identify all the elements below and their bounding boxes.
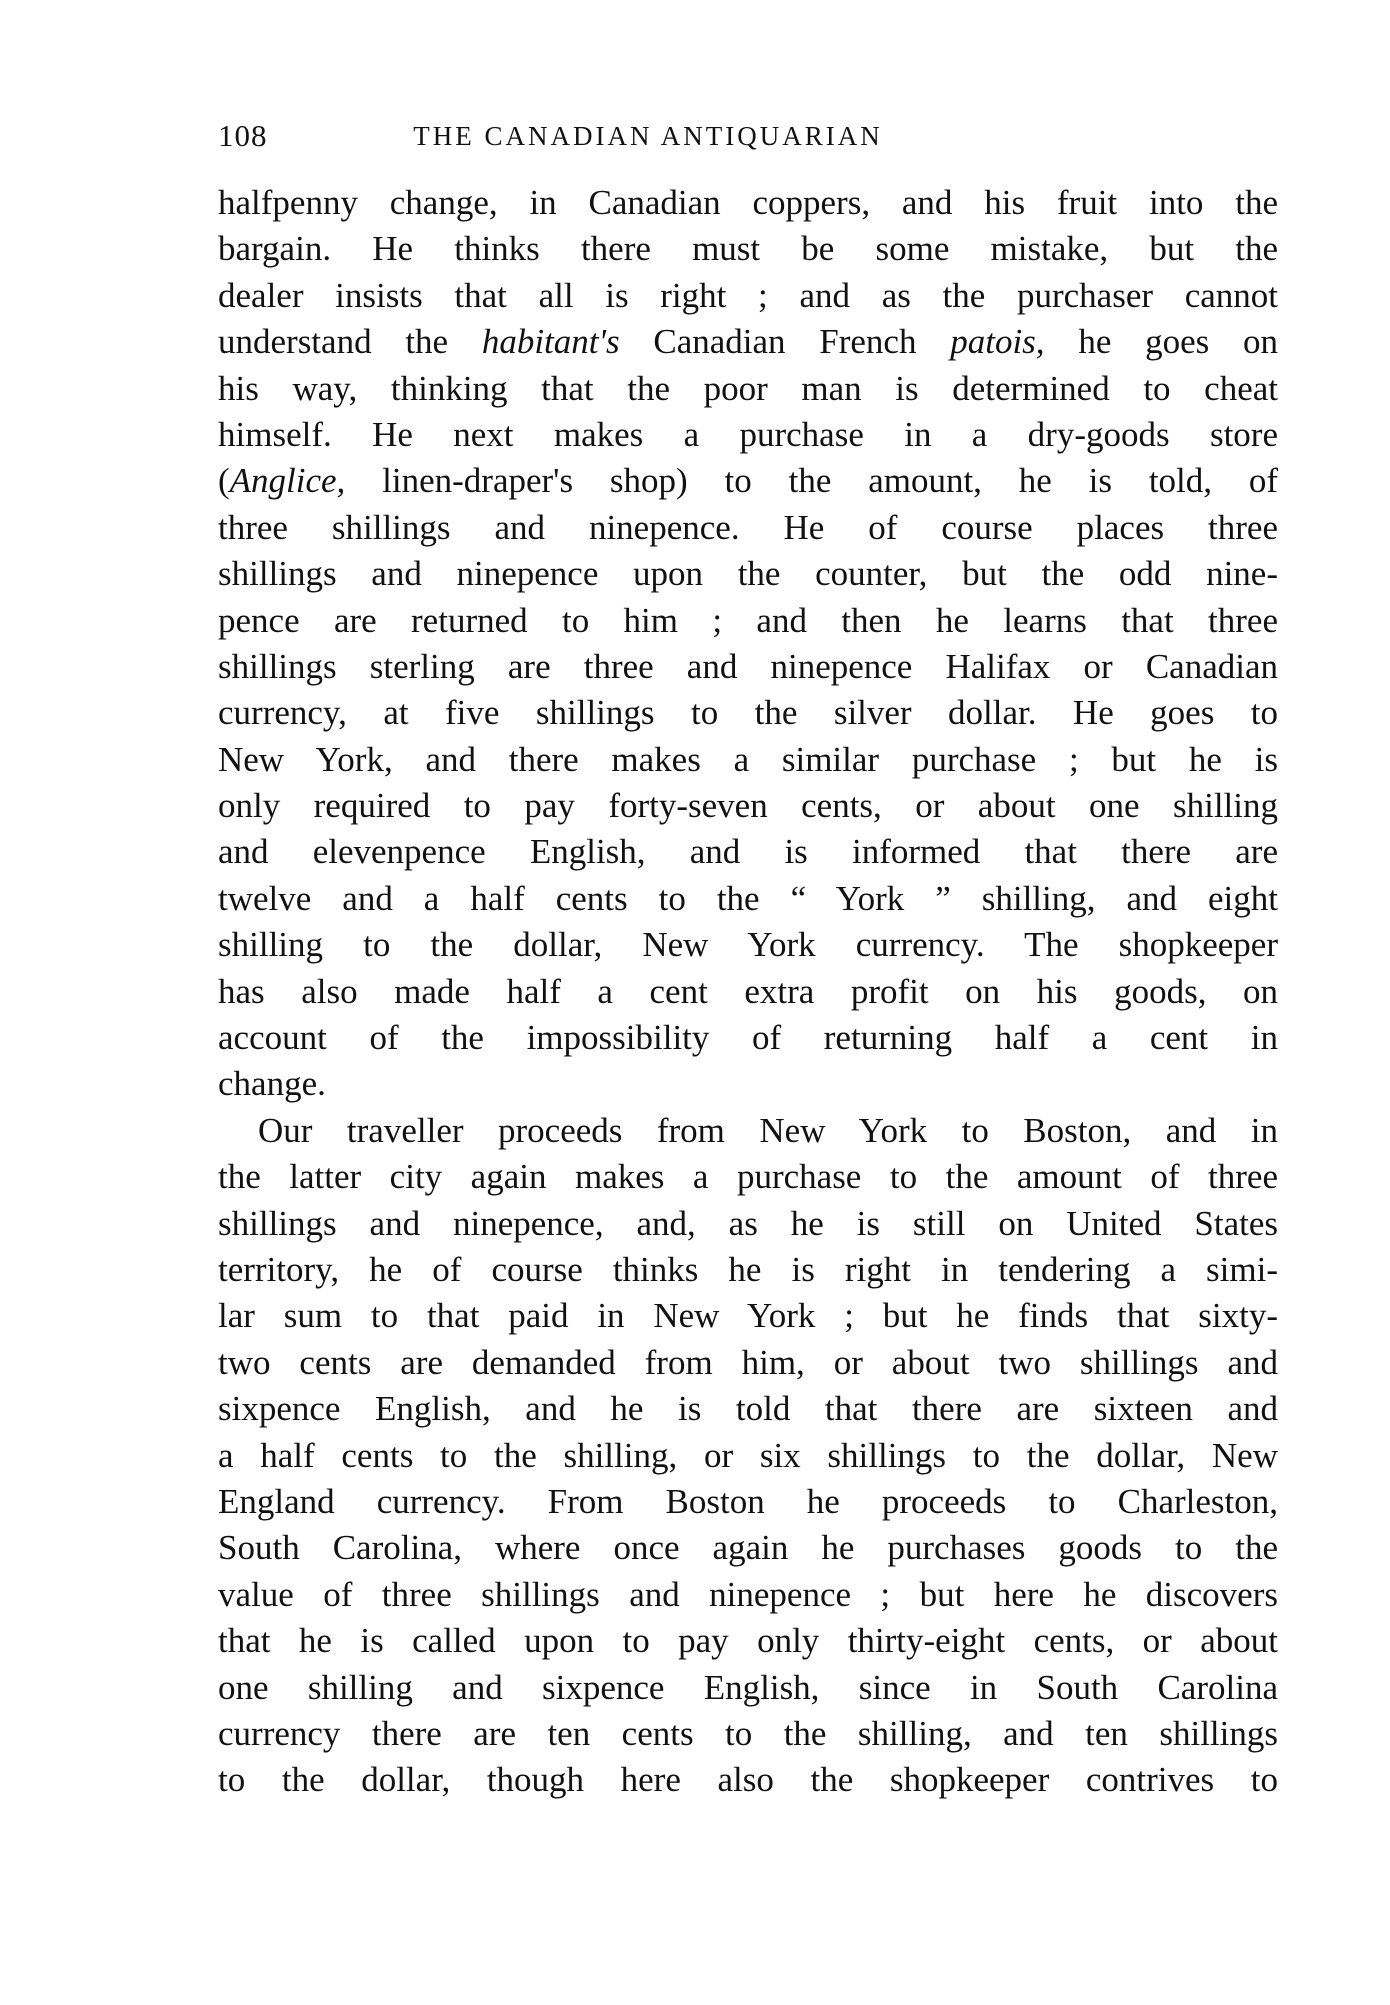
text-line: only required to pay forty-seven cents, or about one shilling bbox=[218, 786, 1278, 826]
page-number: 108 bbox=[218, 118, 268, 153]
italic-term-patois: patois, bbox=[950, 322, 1045, 362]
text-line: Our traveller proceeds from New York to Boston, and in bbox=[258, 1110, 1278, 1150]
text-line bbox=[218, 319, 1278, 365]
text-line: pence are returned to him ; and then he learns that three bbox=[218, 600, 1278, 640]
book-page bbox=[218, 112, 1278, 1804]
text-line: to the dollar, though here also the shopkeeper contrives to bbox=[218, 1760, 1278, 1800]
text-line: has also made half a cent extra profit on his goods, on bbox=[218, 971, 1278, 1011]
text-line: dealer insists that all is right ; and as the purchaser cannot bbox=[218, 275, 1278, 315]
text-line: value of three shillings and ninepence ; but here he discovers bbox=[218, 1574, 1278, 1614]
text-segment: he goes on bbox=[1078, 322, 1278, 362]
paragraph-1 bbox=[218, 180, 1278, 1108]
text-line: twelve and a half cents to the “ York ” shilling, and eight bbox=[218, 878, 1278, 918]
text-line: South Carolina, where once again he purchases goods to the bbox=[218, 1528, 1278, 1568]
italic-term-anglice: Anglice, bbox=[229, 461, 346, 501]
running-title: THE CANADIAN ANTIQUARIAN bbox=[413, 121, 883, 151]
text-line: New York, and there makes a similar purchase ; but he is bbox=[218, 739, 1278, 779]
text-line: two cents are demanded from him, or about two shillings and bbox=[218, 1342, 1278, 1382]
text-line: a half cents to the shilling, or six shillings to the dollar, New bbox=[218, 1435, 1278, 1475]
text-line: territory, he of course thinks he is right in tendering a simi- bbox=[218, 1249, 1278, 1289]
text-line: one shilling and sixpence English, since in South Carolina bbox=[218, 1667, 1278, 1707]
text-line: the latter city again makes a purchase to the amount of three bbox=[218, 1157, 1278, 1197]
text-line: halfpenny change, in Canadian coppers, and his fruit into the bbox=[218, 183, 1278, 222]
text-line: shilling to the dollar, New York currency. The shopkeeper bbox=[218, 925, 1278, 965]
italic-term-habitants: habitant's bbox=[481, 322, 620, 362]
text-segment: linen-draper's shop) to the amount, he is told, of bbox=[382, 461, 1279, 501]
text-segment: understand the bbox=[218, 322, 449, 362]
text-segment: Canadian French bbox=[653, 322, 917, 362]
text-line: bargain. He thinks there must be some mistake, but the bbox=[218, 229, 1278, 269]
text-line: that he is called upon to pay only thirty-eight cents, or about bbox=[218, 1621, 1278, 1661]
text-line: himself. He next makes a purchase in a dry-goods store bbox=[218, 414, 1278, 454]
body-text bbox=[218, 180, 1278, 1804]
running-head bbox=[218, 112, 1278, 160]
text-segment: ( bbox=[218, 461, 230, 501]
text-line: currency there are ten cents to the shilling, and ten shillings bbox=[218, 1713, 1278, 1753]
text-line: sixpence English, and he is told that there are sixteen and bbox=[218, 1389, 1278, 1429]
text-line: his way, thinking that the poor man is determined to cheat bbox=[218, 368, 1278, 408]
text-line: lar sum to that paid in New York ; but he finds that sixty- bbox=[218, 1296, 1278, 1336]
text-line: three shillings and ninepence. He of course places three bbox=[218, 507, 1278, 547]
text-line: shillings and ninepence upon the counter, but the odd nine- bbox=[218, 554, 1278, 594]
text-line: change. bbox=[218, 1064, 326, 1104]
text-line: England currency. From Boston he proceeds to Charleston, bbox=[218, 1481, 1278, 1521]
text-line: account of the impossibility of returning half a cent in bbox=[218, 1018, 1278, 1058]
text-line: shillings sterling are three and ninepence Halifax or Canadian bbox=[218, 646, 1278, 686]
text-line: shillings and ninepence, and, as he is still on United States bbox=[218, 1203, 1278, 1243]
text-line bbox=[218, 458, 1278, 504]
text-line: and elevenpence English, and is informed that there are bbox=[218, 832, 1278, 872]
text-line: currency, at five shillings to the silver dollar. He goes to bbox=[218, 693, 1278, 733]
paragraph-2 bbox=[218, 1108, 1278, 1804]
